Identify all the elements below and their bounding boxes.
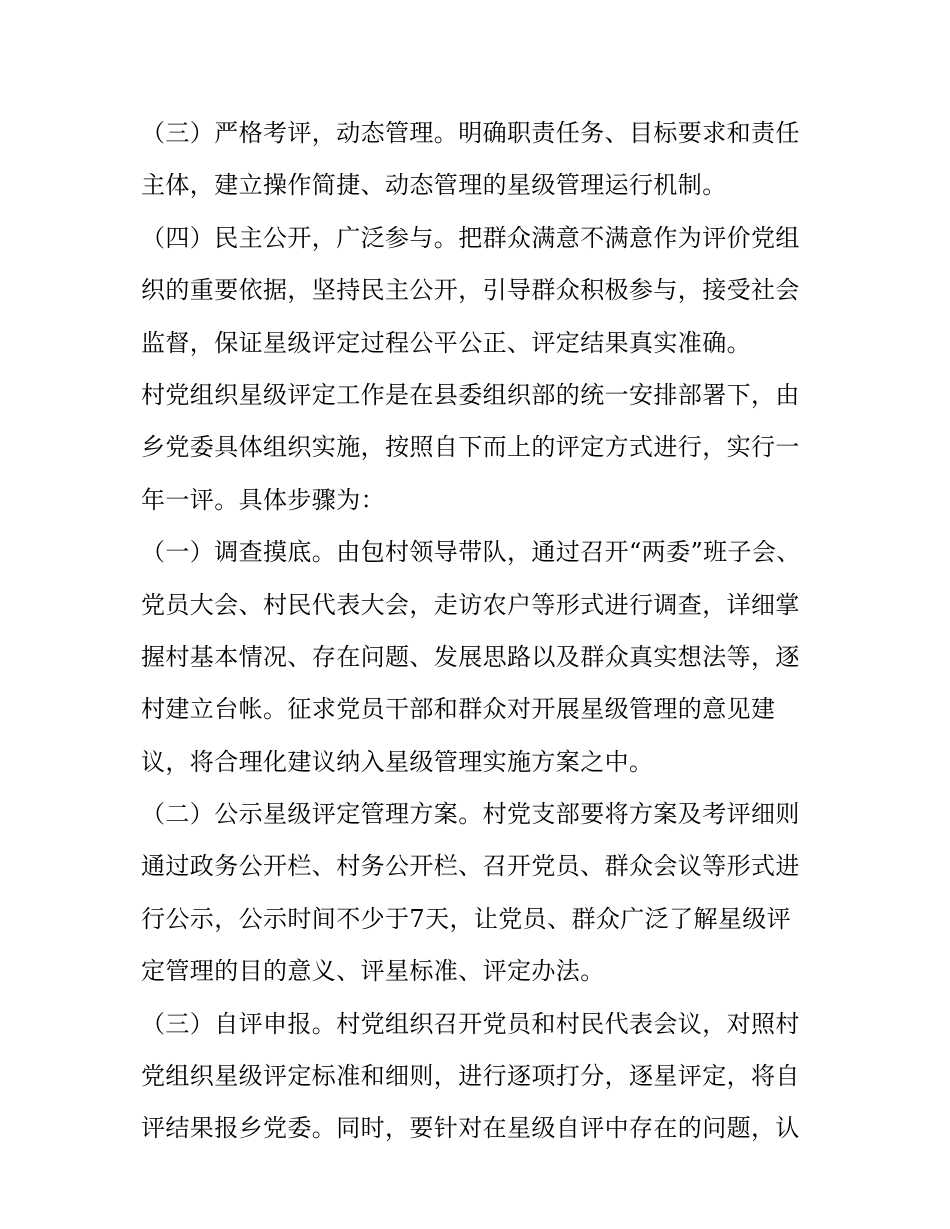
text-line: 监督，保证星级评定过程公平公正、评定结果真实准确。 xyxy=(141,328,751,357)
text-line: （三）严格考评，动态管理。明确职责任务、目标要求和责任 xyxy=(141,119,800,147)
text-line: （三）自评申报。村党组织召开党员和村民代表会议，对照村 xyxy=(141,1009,800,1038)
text-line: 年一评。具体步骤为： xyxy=(141,485,385,514)
text-line: 村建立台帐。征求党员干部和群众对开展星级管理的意见建 xyxy=(141,695,776,724)
text-line: （四）民主公开，广泛参与。把群众满意不满意作为评价党组 xyxy=(141,223,800,252)
text-line: 村党组织星级评定工作是在县委组织部的统一安排部署下，由 xyxy=(141,380,800,409)
text-line: 主体，建立操作简捷、动态管理的星级管理运行机制。 xyxy=(141,171,727,200)
text-line: 乡党委具体组织实施，按照自下而上的评定方式进行，实行一 xyxy=(141,433,800,462)
text-line: 通过政务公开栏、村务公开栏、召开党员、群众会议等形式进 xyxy=(141,852,800,881)
text-line: 党员大会、村民代表大会，走访农户等形式进行调查，详细掌 xyxy=(141,590,800,619)
text-line: 定管理的目的意义、评星标准、评定办法。 xyxy=(141,957,605,986)
text-line: 党组织星级评定标准和细则，进行逐项打分，逐星评定，将自 xyxy=(141,1062,800,1091)
text-line: （一）调查摸底。由包村领导带队，通过召开“两委”班子会、 xyxy=(141,538,801,567)
body-text xyxy=(141,107,821,1155)
text-line: （二）公示星级评定管理方案。村党支部要将方案及考评细则 xyxy=(141,800,800,829)
text-line: 议，将合理化建议纳入星级管理实施方案之中。 xyxy=(141,747,654,776)
text-line: 握村基本情况、存在问题、发展思路以及群众真实想法等，逐 xyxy=(141,642,800,671)
text-line: 评结果报乡党委。同时，要针对在星级自评中存在的问题，认 xyxy=(141,1114,800,1143)
text-line: 行公示，公示时间不少于7天，让党员、群众广泛了解星级评 xyxy=(141,904,792,933)
text-line: 织的重要依据，坚持民主公开，引导群众积极参与，接受社会 xyxy=(141,276,800,305)
